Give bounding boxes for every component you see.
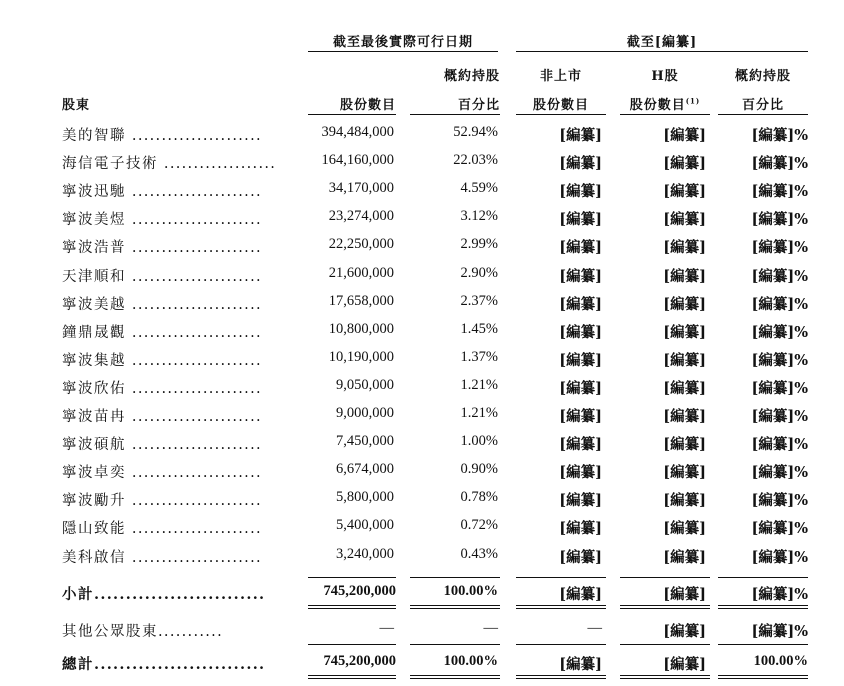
row-name-text: 天津順和 [62, 269, 126, 285]
row-name [62, 293, 262, 314]
col-header-pct-bottom: 百分比 [457, 98, 500, 113]
row-pct: 0.90% [460, 461, 498, 477]
row-pct2: [編纂]% [751, 211, 808, 228]
subtotal-rule-b-unlisted [516, 608, 606, 609]
row-pct2: [編纂]% [751, 183, 808, 200]
total-pct: 100.00% [443, 653, 498, 669]
row-h: [編纂] [663, 549, 706, 566]
col-header-shares: 股份數目 [339, 98, 396, 113]
row-unlisted: [編纂] [559, 436, 602, 453]
total-shares: 745,200,000 [323, 653, 396, 669]
row-dots: ...................... [126, 550, 262, 566]
other-pct: — [483, 620, 498, 636]
row-unlisted: [編纂] [559, 324, 602, 341]
row-pct2: [編纂]% [751, 127, 808, 144]
row-pct: 22.03% [453, 152, 498, 168]
row-name [62, 489, 262, 510]
col-header-shareholder: 股東 [62, 98, 91, 113]
row-h: [編纂] [663, 520, 706, 537]
row-unlisted: [編纂] [559, 183, 602, 200]
row-pct: 2.90% [460, 265, 498, 281]
subtotal-pct2: [編纂]% [751, 586, 808, 603]
total-rule-b-pct [410, 678, 500, 679]
row-pct2: [編纂]% [751, 549, 808, 566]
total-top-rule-pct [410, 644, 500, 645]
subtotal-h: [編纂] [663, 586, 706, 603]
row-unlisted: [編纂] [559, 380, 602, 397]
row-pct: 2.99% [460, 236, 498, 252]
row-h: [編纂] [663, 324, 706, 341]
total-row-label [62, 653, 265, 674]
row-dots: ...................... [126, 184, 262, 200]
row-pct2: [編纂]% [751, 296, 808, 313]
subtotal-rule-b-pct [410, 608, 500, 609]
row-h: [編纂] [663, 436, 706, 453]
header-rule-shares [308, 114, 396, 115]
row-dots: ...................... [126, 409, 262, 425]
total-top-rule-pct2 [718, 644, 808, 645]
subtotal-rule-a-shares [308, 605, 396, 606]
row-pct: 1.37% [460, 349, 498, 365]
row-dots: ...................... [126, 353, 262, 369]
subtotal-rule-b-shares [308, 608, 396, 609]
row-dots: ...................... [126, 521, 262, 537]
row-dots: ................... [158, 156, 277, 172]
group-header-as-at-rule [516, 51, 808, 52]
col-header-h-footnote: (1) [685, 96, 701, 106]
other-h: [編纂] [663, 623, 706, 640]
total-rule-b-shares [308, 678, 396, 679]
row-name-text: 美的智聯 [62, 128, 126, 144]
row-shares: 22,250,000 [328, 236, 394, 252]
row-h: [編纂] [663, 127, 706, 144]
col-header-pct-top: 概約持股 [443, 69, 500, 84]
total-rule-a-pct2 [718, 675, 808, 676]
row-pct2: [編纂]% [751, 520, 808, 537]
row-pct2: [編纂]% [751, 464, 808, 481]
subtotal-rule-a-h [620, 605, 710, 606]
row-h: [編纂] [663, 183, 706, 200]
row-dots: ...................... [126, 325, 262, 341]
row-shares: 10,190,000 [328, 349, 394, 365]
row-dots: ...................... [126, 381, 262, 397]
group-header-latest-date-rule [308, 51, 498, 52]
row-pct2: [編纂]% [751, 239, 808, 256]
row-name-text: 寧波苗冉 [62, 409, 126, 425]
subtotal-row-label [62, 583, 265, 604]
subtotal-pct: 100.00% [443, 583, 498, 599]
row-name [62, 208, 262, 229]
other-row-label [62, 620, 223, 641]
row-name [62, 236, 262, 257]
col-header-unlisted-top: 非上市 [539, 69, 582, 84]
row-shares: 5,800,000 [336, 489, 394, 505]
row-name [62, 377, 262, 398]
total-h: [編纂] [663, 656, 706, 673]
row-h: [編纂] [663, 492, 706, 509]
row-pct2: [編纂]% [751, 408, 808, 425]
row-dots: ...................... [126, 269, 262, 285]
row-pct2: [編纂]% [751, 155, 808, 172]
subtotal-rule-a-pct2 [718, 605, 808, 606]
row-pct2: [編纂]% [751, 324, 808, 341]
row-shares: 9,050,000 [336, 377, 394, 393]
row-name-text: 美科啟信 [62, 550, 126, 566]
subtotal-unlisted: [編纂] [559, 586, 602, 603]
row-name-text: 寧波美煜 [62, 212, 126, 228]
row-dots: ...................... [126, 437, 262, 453]
row-shares: 164,160,000 [321, 152, 394, 168]
other-unlisted: — [587, 620, 602, 636]
row-name [62, 152, 276, 173]
row-name-text: 海信電子技術 [62, 156, 158, 172]
row-pct: 1.00% [460, 433, 498, 449]
row-h: [編纂] [663, 352, 706, 369]
row-shares: 3,240,000 [336, 546, 394, 562]
total-rule-a-pct [410, 675, 500, 676]
total-dots: ........................... [94, 656, 266, 673]
row-name-text: 寧波集越 [62, 353, 126, 369]
subtotal-top-rule-pct [410, 577, 500, 578]
row-pct: 1.21% [460, 405, 498, 421]
row-h: [編纂] [663, 408, 706, 425]
row-unlisted: [編纂] [559, 155, 602, 172]
col-header-pct2-top: 概約持股 [734, 69, 791, 84]
row-h: [編纂] [663, 268, 706, 285]
col-header-h-top: H股 [651, 69, 679, 84]
header-rule-unlisted [516, 114, 606, 115]
row-name [62, 461, 262, 482]
row-name-text: 隱山致能 [62, 521, 126, 537]
row-shares: 21,600,000 [328, 265, 394, 281]
other-name: 其他公眾股東 [62, 624, 158, 640]
row-unlisted: [編纂] [559, 492, 602, 509]
row-h: [編纂] [663, 155, 706, 172]
row-pct: 0.78% [460, 489, 498, 505]
row-shares: 5,400,000 [336, 517, 394, 533]
header-rule-pct2 [718, 114, 808, 115]
row-name-text: 寧波勵升 [62, 493, 126, 509]
row-name-text: 寧波欣佑 [62, 381, 126, 397]
row-name-text: 寧波卓奕 [62, 465, 126, 481]
row-h: [編纂] [663, 211, 706, 228]
row-name-text: 鐘鼎晟觀 [62, 325, 126, 341]
row-name [62, 265, 262, 286]
subtotal-dots: ........................... [94, 586, 266, 603]
subtotal-shares: 745,200,000 [323, 583, 396, 599]
total-top-rule-shares [308, 644, 396, 645]
subtotal-top-rule-unlisted [516, 577, 606, 578]
group-header-latest-date: 截至最後實際可行日期 [332, 35, 473, 50]
row-unlisted: [編纂] [559, 268, 602, 285]
row-pct2: [編纂]% [751, 380, 808, 397]
col-header-pct2-bottom: 百分比 [741, 98, 784, 113]
row-shares: 17,658,000 [328, 293, 394, 309]
row-shares: 9,000,000 [336, 405, 394, 421]
row-shares: 7,450,000 [336, 433, 394, 449]
row-shares: 10,800,000 [328, 321, 394, 337]
subtotal-rule-a-pct [410, 605, 500, 606]
total-rule-a-shares [308, 675, 396, 676]
row-pct: 1.45% [460, 321, 498, 337]
other-pct2: [編纂]% [751, 623, 808, 640]
row-shares: 23,274,000 [328, 208, 394, 224]
row-dots: ...................... [126, 128, 262, 144]
subtotal-name: 小計 [62, 586, 94, 603]
row-name-text: 寧波浩普 [62, 240, 126, 256]
row-name-text: 寧波美越 [62, 297, 126, 313]
row-unlisted: [編纂] [559, 464, 602, 481]
row-name [62, 124, 262, 145]
row-pct2: [編纂]% [751, 436, 808, 453]
total-rule-b-h [620, 678, 710, 679]
row-dots: ...................... [126, 212, 262, 228]
other-dots: ........... [158, 624, 224, 640]
row-dots: ...................... [126, 465, 262, 481]
row-unlisted: [編纂] [559, 549, 602, 566]
total-rule-a-unlisted [516, 675, 606, 676]
row-pct: 3.12% [460, 208, 498, 224]
row-dots: ...................... [126, 297, 262, 313]
row-pct2: [編纂]% [751, 352, 808, 369]
row-name [62, 546, 262, 567]
row-pct: 52.94% [453, 124, 498, 140]
row-name [62, 180, 262, 201]
row-unlisted: [編纂] [559, 520, 602, 537]
row-unlisted: [編纂] [559, 408, 602, 425]
subtotal-top-rule-h [620, 577, 710, 578]
row-unlisted: [編纂] [559, 211, 602, 228]
row-name [62, 517, 262, 538]
row-name [62, 433, 262, 454]
group-header-as-at: 截至[編纂] [626, 35, 698, 50]
row-h: [編纂] [663, 296, 706, 313]
total-unlisted: [編纂] [559, 656, 602, 673]
row-shares: 6,674,000 [336, 461, 394, 477]
subtotal-top-rule-shares [308, 577, 396, 578]
row-h: [編纂] [663, 380, 706, 397]
total-name: 總計 [62, 656, 94, 673]
row-unlisted: [編纂] [559, 296, 602, 313]
row-h: [編纂] [663, 239, 706, 256]
row-shares: 394,484,000 [321, 124, 394, 140]
row-name-text: 寧波碩航 [62, 437, 126, 453]
row-unlisted: [編纂] [559, 239, 602, 256]
subtotal-top-rule-pct2 [718, 577, 808, 578]
row-name [62, 321, 262, 342]
row-pct: 1.21% [460, 377, 498, 393]
row-name-text: 寧波迅馳 [62, 184, 126, 200]
row-pct: 2.37% [460, 293, 498, 309]
row-h: [編纂] [663, 464, 706, 481]
subtotal-rule-b-pct2 [718, 608, 808, 609]
row-pct: 0.72% [460, 517, 498, 533]
total-rule-b-unlisted [516, 678, 606, 679]
total-pct2: 100.00% [753, 653, 808, 669]
col-header-unlisted-bottom: 股份數目 [532, 98, 589, 113]
row-dots: ...................... [126, 240, 262, 256]
row-unlisted: [編纂] [559, 352, 602, 369]
row-pct2: [編纂]% [751, 268, 808, 285]
subtotal-rule-a-unlisted [516, 605, 606, 606]
row-name [62, 349, 262, 370]
row-name [62, 405, 262, 426]
other-shares: — [379, 620, 394, 636]
total-rule-b-pct2 [718, 678, 808, 679]
header-rule-pct [410, 114, 500, 115]
total-top-rule-unlisted [516, 644, 606, 645]
row-pct2: [編纂]% [751, 492, 808, 509]
row-shares: 34,170,000 [328, 180, 394, 196]
row-pct: 4.59% [460, 180, 498, 196]
col-header-h-bottom-label: 股份數目 [629, 98, 686, 113]
col-header-h-bottom [620, 94, 710, 113]
row-pct: 0.43% [460, 546, 498, 562]
total-rule-a-h [620, 675, 710, 676]
header-rule-h [620, 114, 710, 115]
subtotal-rule-b-h [620, 608, 710, 609]
total-top-rule-h [620, 644, 710, 645]
row-dots: ...................... [126, 493, 262, 509]
row-unlisted: [編纂] [559, 127, 602, 144]
